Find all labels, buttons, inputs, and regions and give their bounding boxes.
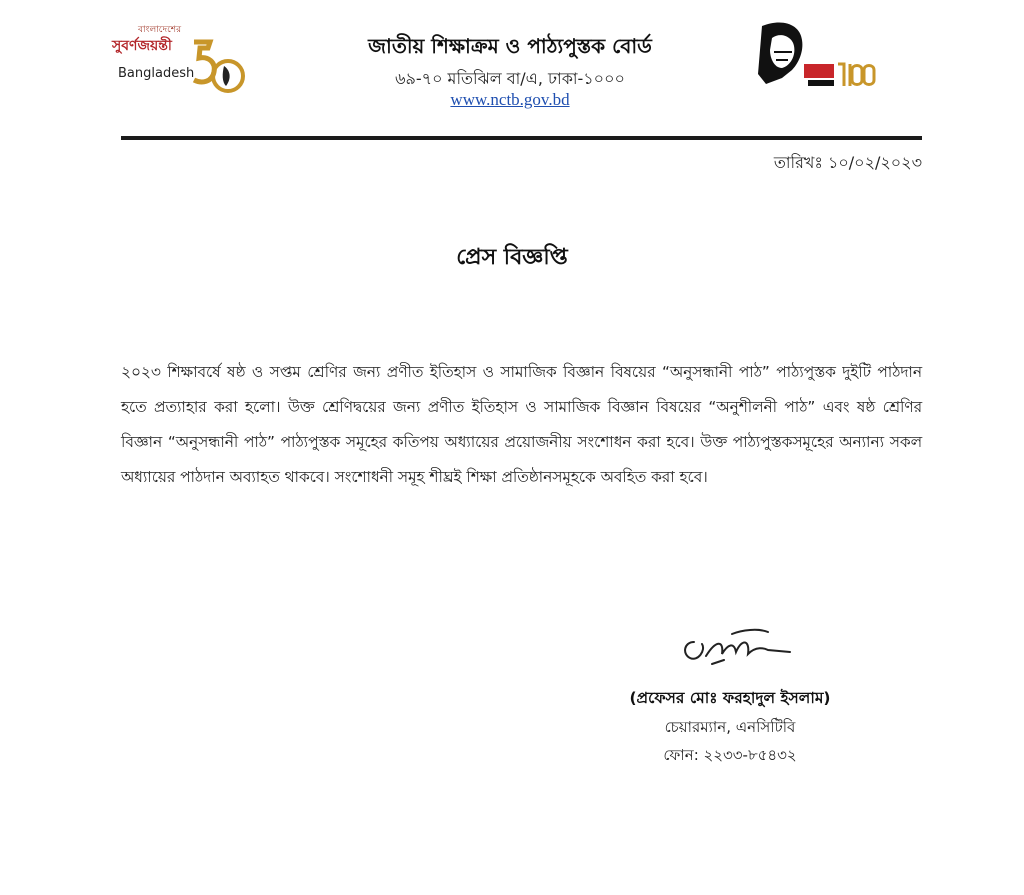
logo-left-line2: সুবর্ণজয়ন্তী [112, 38, 172, 54]
body-text [121, 355, 922, 495]
golden-jubilee-logo [108, 20, 248, 104]
organization-address: ৬৯-৭০ মতিঝিল বা/এ, ঢাকা-১০০০ [395, 69, 625, 88]
body-paragraph: ২০২৩ শিক্ষাবর্ষে ষষ্ঠ ও সপ্তম শ্রেণির জন্য প্রণীত ইতিহাস ও সামাজিক বিজ্ঞান বিষয়ের “অনুসন্ধানী পাঠ” পাঠ্যপুস্তক দুইটি পাঠদান হতে প্রত্যাহার করা হলো। উক্ত শ্রেণিদ্বয়ের জন্য প্রণীত ইতিহাস ও সামাজিক বিজ্ঞান বিষয়ের “অনুশীলনী পাঠ” এবং ষষ্ঠ শ্রেণির বিজ্ঞান “অনুসন্ধানী পাঠ” পাঠ্যপুস্তক সমূহের কতিপয় অধ্যায়ের প্রয়োজনীয় সংশোধন করা হবে। উক্ত পাঠ্যপুস্তকসমূহের অন্যান্য সকল অধ্যায়ের পাঠদান অব্যাহত থাকবে। সংশোধনী সমূহ শীঘ্রই শিক্ষা প্রতিষ্ঠানসমূহকে অবহিত করা হবে। [121, 363, 922, 486]
mujib-100-logo [752, 18, 882, 98]
document-title: প্রেস বিজ্ঞপ্তি [456, 245, 568, 270]
signature [672, 620, 802, 678]
mujib-portrait-emblem-icon [752, 18, 882, 98]
header-divider [121, 136, 922, 140]
handwritten-signature-icon [672, 620, 802, 678]
signatory-designation: চেয়ারম্যান, এনসিটিবি [664, 718, 796, 736]
signatory-name: (প্রফেসর মোঃ ফরহাদুল ইসলাম) [629, 689, 831, 707]
logo-left-line3: Bangladesh [118, 66, 195, 81]
organization-name: জাতীয় শিক্ষাক্রম ও পাঠ্যপুস্তক বোর্ড [368, 34, 652, 58]
logo-left-line1: বাংলাদেশের [138, 25, 182, 35]
signatory-phone: ফোন: ২২৩৩-৮৫৪৩২ [663, 746, 797, 764]
website-link[interactable]: www.nctb.gov.bd [450, 90, 570, 109]
date-line: তারিখঃ ১০/০২/২০২৩ [773, 153, 922, 172]
fifty-emblem-icon [186, 30, 246, 110]
